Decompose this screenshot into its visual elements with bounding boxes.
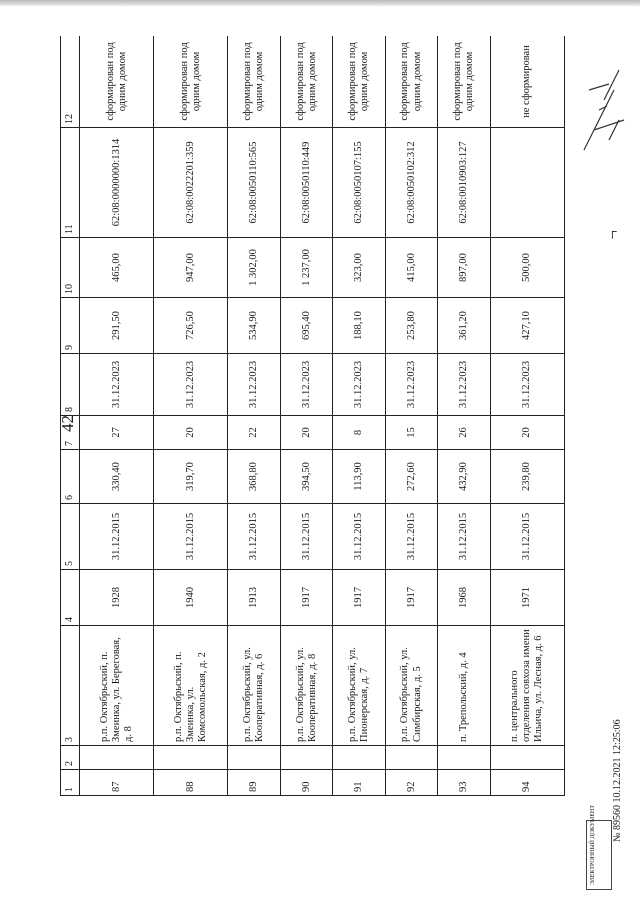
date-end-cell: 31.12.2023 bbox=[154, 354, 228, 416]
count-cell: 20 bbox=[154, 416, 228, 450]
value9-cell: 361,20 bbox=[438, 298, 490, 354]
signature-mark bbox=[574, 30, 634, 170]
table-row bbox=[333, 36, 385, 796]
count-cell: 20 bbox=[490, 416, 564, 450]
cadastral-cell: 62:08:0050107:155 bbox=[333, 128, 385, 238]
year-cell: 1971 bbox=[490, 570, 564, 626]
row-number: 87 bbox=[80, 770, 154, 796]
cadastral-cell: 62:08:0010903:127 bbox=[438, 128, 490, 238]
cell-empty bbox=[280, 746, 332, 770]
date-start-cell: 31.12.2015 bbox=[490, 504, 564, 570]
date-end-cell: 31.12.2023 bbox=[490, 354, 564, 416]
row-number: 89 bbox=[228, 770, 280, 796]
table-wrapper bbox=[60, 36, 565, 796]
column-header: 6 bbox=[61, 450, 80, 504]
date-start-cell: 31.12.2015 bbox=[333, 504, 385, 570]
table-row bbox=[385, 36, 437, 796]
table-row bbox=[438, 36, 490, 796]
address-cell: р.п. Октябрьский, ул. Симбирская, д. 5 bbox=[385, 626, 437, 746]
page-number: 42 bbox=[58, 415, 77, 432]
cadastral-cell bbox=[490, 128, 564, 238]
area-cell: 432,90 bbox=[438, 450, 490, 504]
rotated-table-container bbox=[60, 36, 565, 796]
count-cell: 15 bbox=[385, 416, 437, 450]
area-cell: 113,90 bbox=[333, 450, 385, 504]
date-end-cell: 31.12.2023 bbox=[280, 354, 332, 416]
address-cell: р.п. Октябрьский, п. Змеинка, ул. Комсомольская, д. 2 bbox=[154, 626, 228, 746]
column-header: 12 bbox=[61, 36, 80, 128]
header-row bbox=[61, 36, 80, 796]
value10-cell: 1 237,00 bbox=[280, 238, 332, 298]
year-cell: 1913 bbox=[228, 570, 280, 626]
value9-cell: 534,90 bbox=[228, 298, 280, 354]
value9-cell: 253,80 bbox=[385, 298, 437, 354]
table-row bbox=[490, 36, 564, 796]
year-cell: 1928 bbox=[80, 570, 154, 626]
area-cell: 319,70 bbox=[154, 450, 228, 504]
row-number: 94 bbox=[490, 770, 564, 796]
table-row bbox=[80, 36, 154, 796]
value10-cell: 947,00 bbox=[154, 238, 228, 298]
area-cell: 272,60 bbox=[385, 450, 437, 504]
column-header: 10 bbox=[61, 238, 80, 298]
count-cell: 22 bbox=[228, 416, 280, 450]
table-row bbox=[280, 36, 332, 796]
value10-cell: 897,00 bbox=[438, 238, 490, 298]
column-header: 8 bbox=[61, 354, 80, 416]
column-header: 3 bbox=[61, 626, 80, 746]
date-end-cell: 31.12.2023 bbox=[80, 354, 154, 416]
date-start-cell: 31.12.2015 bbox=[80, 504, 154, 570]
area-cell: 239,80 bbox=[490, 450, 564, 504]
cadastral-cell: 62:08:0050110:449 bbox=[280, 128, 332, 238]
cadastral-cell: 62:08:0022201:359 bbox=[154, 128, 228, 238]
date-start-cell: 31.12.2015 bbox=[154, 504, 228, 570]
cadastral-cell: 62:08:0050102:312 bbox=[385, 128, 437, 238]
address-cell: р.п. Октябрьский, ул. Пионерская, д. 7 bbox=[333, 626, 385, 746]
status-cell: сформирован под одним домом bbox=[154, 36, 228, 128]
count-cell: 27 bbox=[80, 416, 154, 450]
cell-empty bbox=[80, 746, 154, 770]
status-cell: не сформирован bbox=[490, 36, 564, 128]
year-cell: 1917 bbox=[385, 570, 437, 626]
column-header: 2 bbox=[61, 746, 80, 770]
status-cell: сформирован под одним домом bbox=[333, 36, 385, 128]
date-start-cell: 31.12.2015 bbox=[228, 504, 280, 570]
date-start-cell: 31.12.2015 bbox=[280, 504, 332, 570]
year-cell: 1968 bbox=[438, 570, 490, 626]
column-header: 4 bbox=[61, 570, 80, 626]
year-cell: 1940 bbox=[154, 570, 228, 626]
column-header: 1 bbox=[61, 770, 80, 796]
address-cell: р.п. Октябрьский, ул. Кооперативная, д. 6 bbox=[228, 626, 280, 746]
column-header: 7 bbox=[61, 416, 80, 450]
cell-empty bbox=[385, 746, 437, 770]
date-start-cell: 31.12.2015 bbox=[438, 504, 490, 570]
row-number: 93 bbox=[438, 770, 490, 796]
table-row bbox=[228, 36, 280, 796]
count-cell: 26 bbox=[438, 416, 490, 450]
cell-empty bbox=[333, 746, 385, 770]
area-cell: 330,40 bbox=[80, 450, 154, 504]
tick-mark: ┌ bbox=[608, 224, 617, 238]
value10-cell: 465,00 bbox=[80, 238, 154, 298]
column-header: 5 bbox=[61, 504, 80, 570]
value10-cell: 415,00 bbox=[385, 238, 437, 298]
date-end-cell: 31.12.2023 bbox=[385, 354, 437, 416]
table-body bbox=[80, 36, 565, 796]
column-header: 9 bbox=[61, 298, 80, 354]
housing-table bbox=[60, 36, 565, 796]
e-document-logo: ЭЛЕКТРОННЫЙ ДОКУМЕНТ bbox=[586, 820, 612, 890]
value10-cell: 1 302,00 bbox=[228, 238, 280, 298]
row-number: 90 bbox=[280, 770, 332, 796]
status-cell: сформирован под одним домом bbox=[80, 36, 154, 128]
value9-cell: 291,50 bbox=[80, 298, 154, 354]
year-cell: 1917 bbox=[280, 570, 332, 626]
cell-empty bbox=[490, 746, 564, 770]
status-cell: сформирован под одним домом bbox=[438, 36, 490, 128]
value9-cell: 726,50 bbox=[154, 298, 228, 354]
scan-edge bbox=[0, 0, 640, 6]
value9-cell: 427,10 bbox=[490, 298, 564, 354]
cell-empty bbox=[228, 746, 280, 770]
address-cell: п. Трепольский, д. 4 bbox=[438, 626, 490, 746]
value9-cell: 695,40 bbox=[280, 298, 332, 354]
registration-footer: № 89560 10.12.2021 12:25:06 bbox=[612, 719, 623, 842]
value9-cell: 188,10 bbox=[333, 298, 385, 354]
address-cell: р.п. Октябрьский, ул. Кооперативная, д. 8 bbox=[280, 626, 332, 746]
date-start-cell: 31.12.2015 bbox=[385, 504, 437, 570]
date-end-cell: 31.12.2023 bbox=[438, 354, 490, 416]
cadastral-cell: 62:08:0000000:1314 bbox=[80, 128, 154, 238]
row-number: 88 bbox=[154, 770, 228, 796]
status-cell: сформирован под одним домом bbox=[280, 36, 332, 128]
column-header: 11 bbox=[61, 128, 80, 238]
row-number: 92 bbox=[385, 770, 437, 796]
date-end-cell: 31.12.2023 bbox=[228, 354, 280, 416]
count-cell: 8 bbox=[333, 416, 385, 450]
value10-cell: 323,00 bbox=[333, 238, 385, 298]
count-cell: 20 bbox=[280, 416, 332, 450]
address-cell: р.п. Октябрьский, п. Змеинка, ул. Береговая, д. 8 bbox=[80, 626, 154, 746]
cell-empty bbox=[154, 746, 228, 770]
status-cell: сформирован под одним домом bbox=[228, 36, 280, 128]
cadastral-cell: 62:08:0050110:565 bbox=[228, 128, 280, 238]
cell-empty bbox=[438, 746, 490, 770]
address-cell: п. центрального отделения совхоза имени Ильича, ул. Лесная, д. 6 bbox=[490, 626, 564, 746]
row-number: 91 bbox=[333, 770, 385, 796]
table-row bbox=[154, 36, 228, 796]
area-cell: 394,50 bbox=[280, 450, 332, 504]
date-end-cell: 31.12.2023 bbox=[333, 354, 385, 416]
area-cell: 368,80 bbox=[228, 450, 280, 504]
status-cell: сформирован под одним домом bbox=[385, 36, 437, 128]
year-cell: 1917 bbox=[333, 570, 385, 626]
value10-cell: 500,00 bbox=[490, 238, 564, 298]
